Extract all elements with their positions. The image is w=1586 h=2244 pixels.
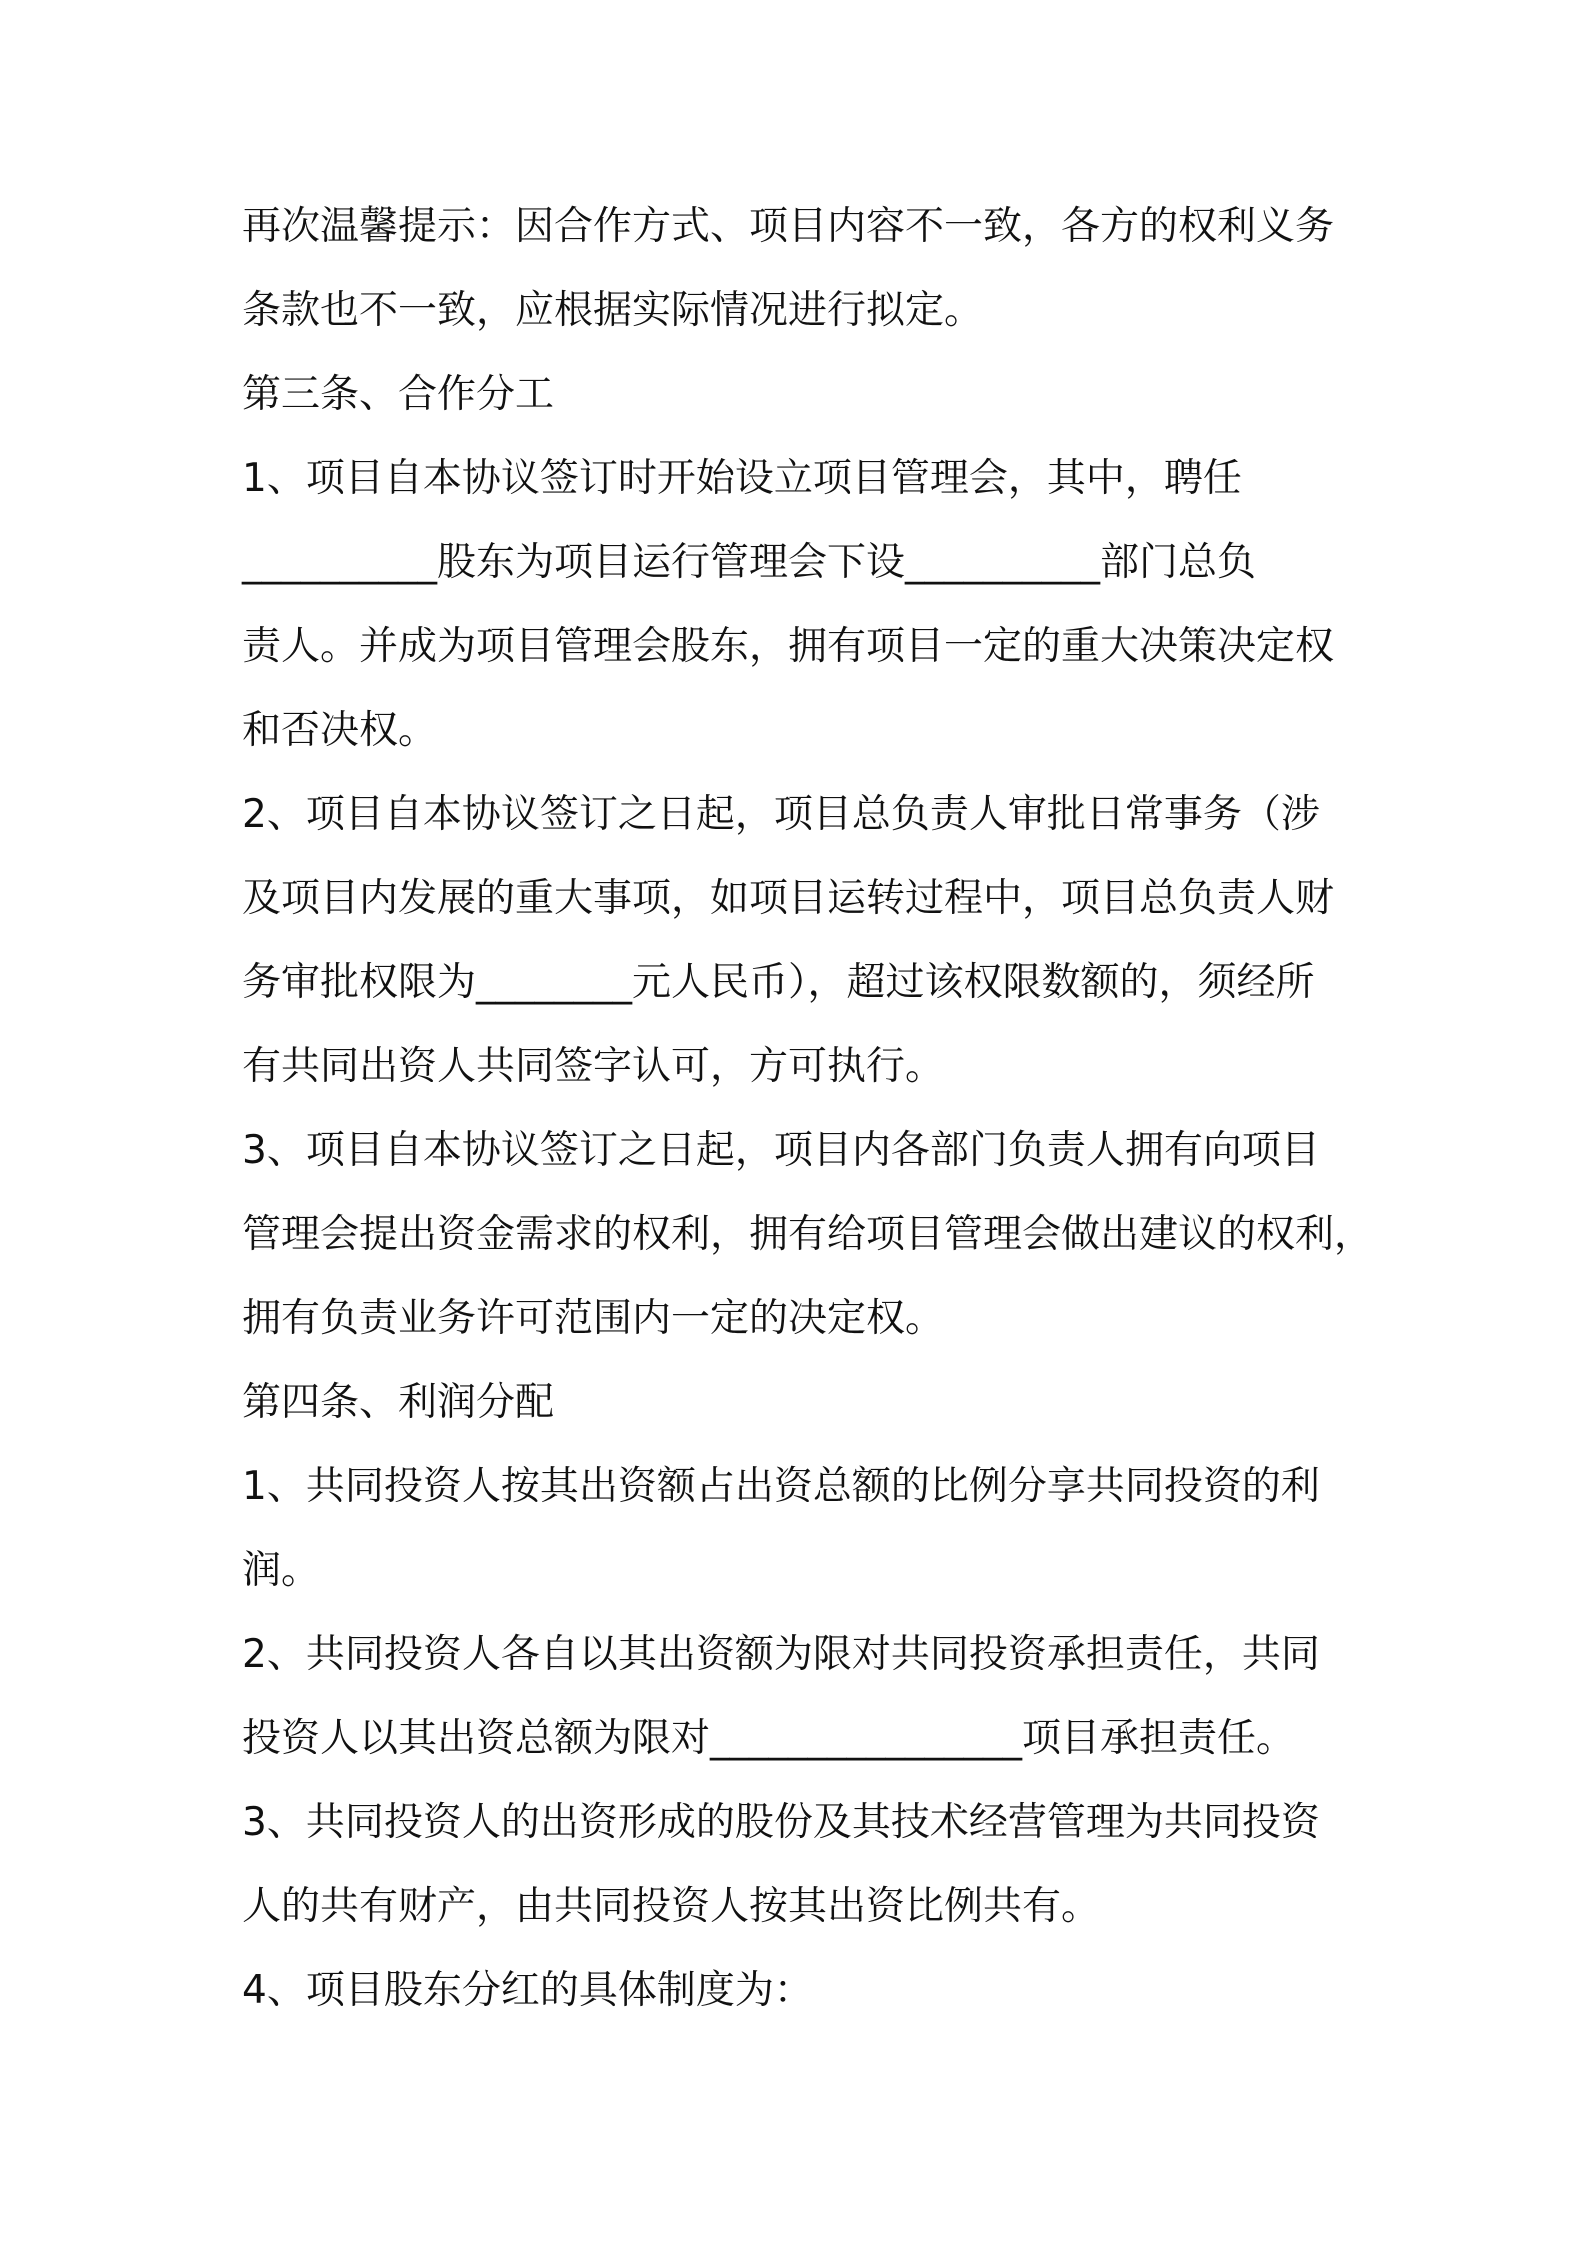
- reminder-line-2: 条款也不一致，应根据实际情况进行拟定。: [242, 288, 984, 333]
- article-3-item-3-line-3: 拥有负责业务许可范围内一定的决定权。: [242, 1296, 945, 1341]
- article-4-item-2-line-2: 投资人以其出资总额为限对________________项目承担责任。: [242, 1716, 1296, 1761]
- article-3-item-2-line-2: 及项目内发展的重大事项，如项目运转过程中，项目总负责人财: [242, 876, 1335, 921]
- article-3-item-1-line-3: 责人。并成为项目管理会股东，拥有项目一定的重大决策决定权: [242, 624, 1335, 669]
- article-4-item-1-line-2: 润。: [242, 1548, 321, 1593]
- article-4-item-3-line-2: 人的共有财产，由共同投资人按其出资比例共有。: [242, 1884, 1101, 1929]
- article-4-item-3-line-1: 3、共同投资人的出资形成的股份及其技术经营管理为共同投资: [242, 1800, 1320, 1845]
- article-3-item-2-line-1: 2、项目自本协议签订之日起，项目总负责人审批日常事务（涉: [242, 792, 1320, 837]
- article-4-item-1-line-1: 1、共同投资人按其出资额占出资总额的比例分享共同投资的利: [242, 1464, 1320, 1509]
- article-4-item-2-line-1: 2、共同投资人各自以其出资额为限对共同投资承担责任，共同: [242, 1632, 1320, 1677]
- article-3-item-1-line-4: 和否决权。: [242, 708, 438, 753]
- article-3-item-2-line-4: 有共同出资人共同签字认可，方可执行。: [242, 1044, 945, 1089]
- article-3-item-2-line-3: 务审批权限为________元人民币），超过该权限数额的，须经所: [242, 960, 1315, 1005]
- article-4-item-4-line-1: 4、项目股东分红的具体制度为：: [242, 1968, 813, 2013]
- article-3-heading: 第三条、合作分工: [242, 372, 555, 417]
- article-3-item-3-line-2: 管理会提出资金需求的权利，拥有给项目管理会做出建议的权利，: [242, 1212, 1374, 1257]
- reminder-line-1: 再次温馨提示：因合作方式、项目内容不一致，各方的权利义务: [242, 204, 1335, 249]
- article-4-heading: 第四条、利润分配: [242, 1380, 555, 1425]
- article-3-item-3-line-1: 3、项目自本协议签订之日起，项目内各部门负责人拥有向项目: [242, 1128, 1320, 1173]
- article-3-item-1-line-1: 1、项目自本协议签订时开始设立项目管理会，其中，聘任: [242, 456, 1242, 501]
- article-3-item-1-line-2: __________股东为项目运行管理会下设__________部门总负: [242, 540, 1257, 585]
